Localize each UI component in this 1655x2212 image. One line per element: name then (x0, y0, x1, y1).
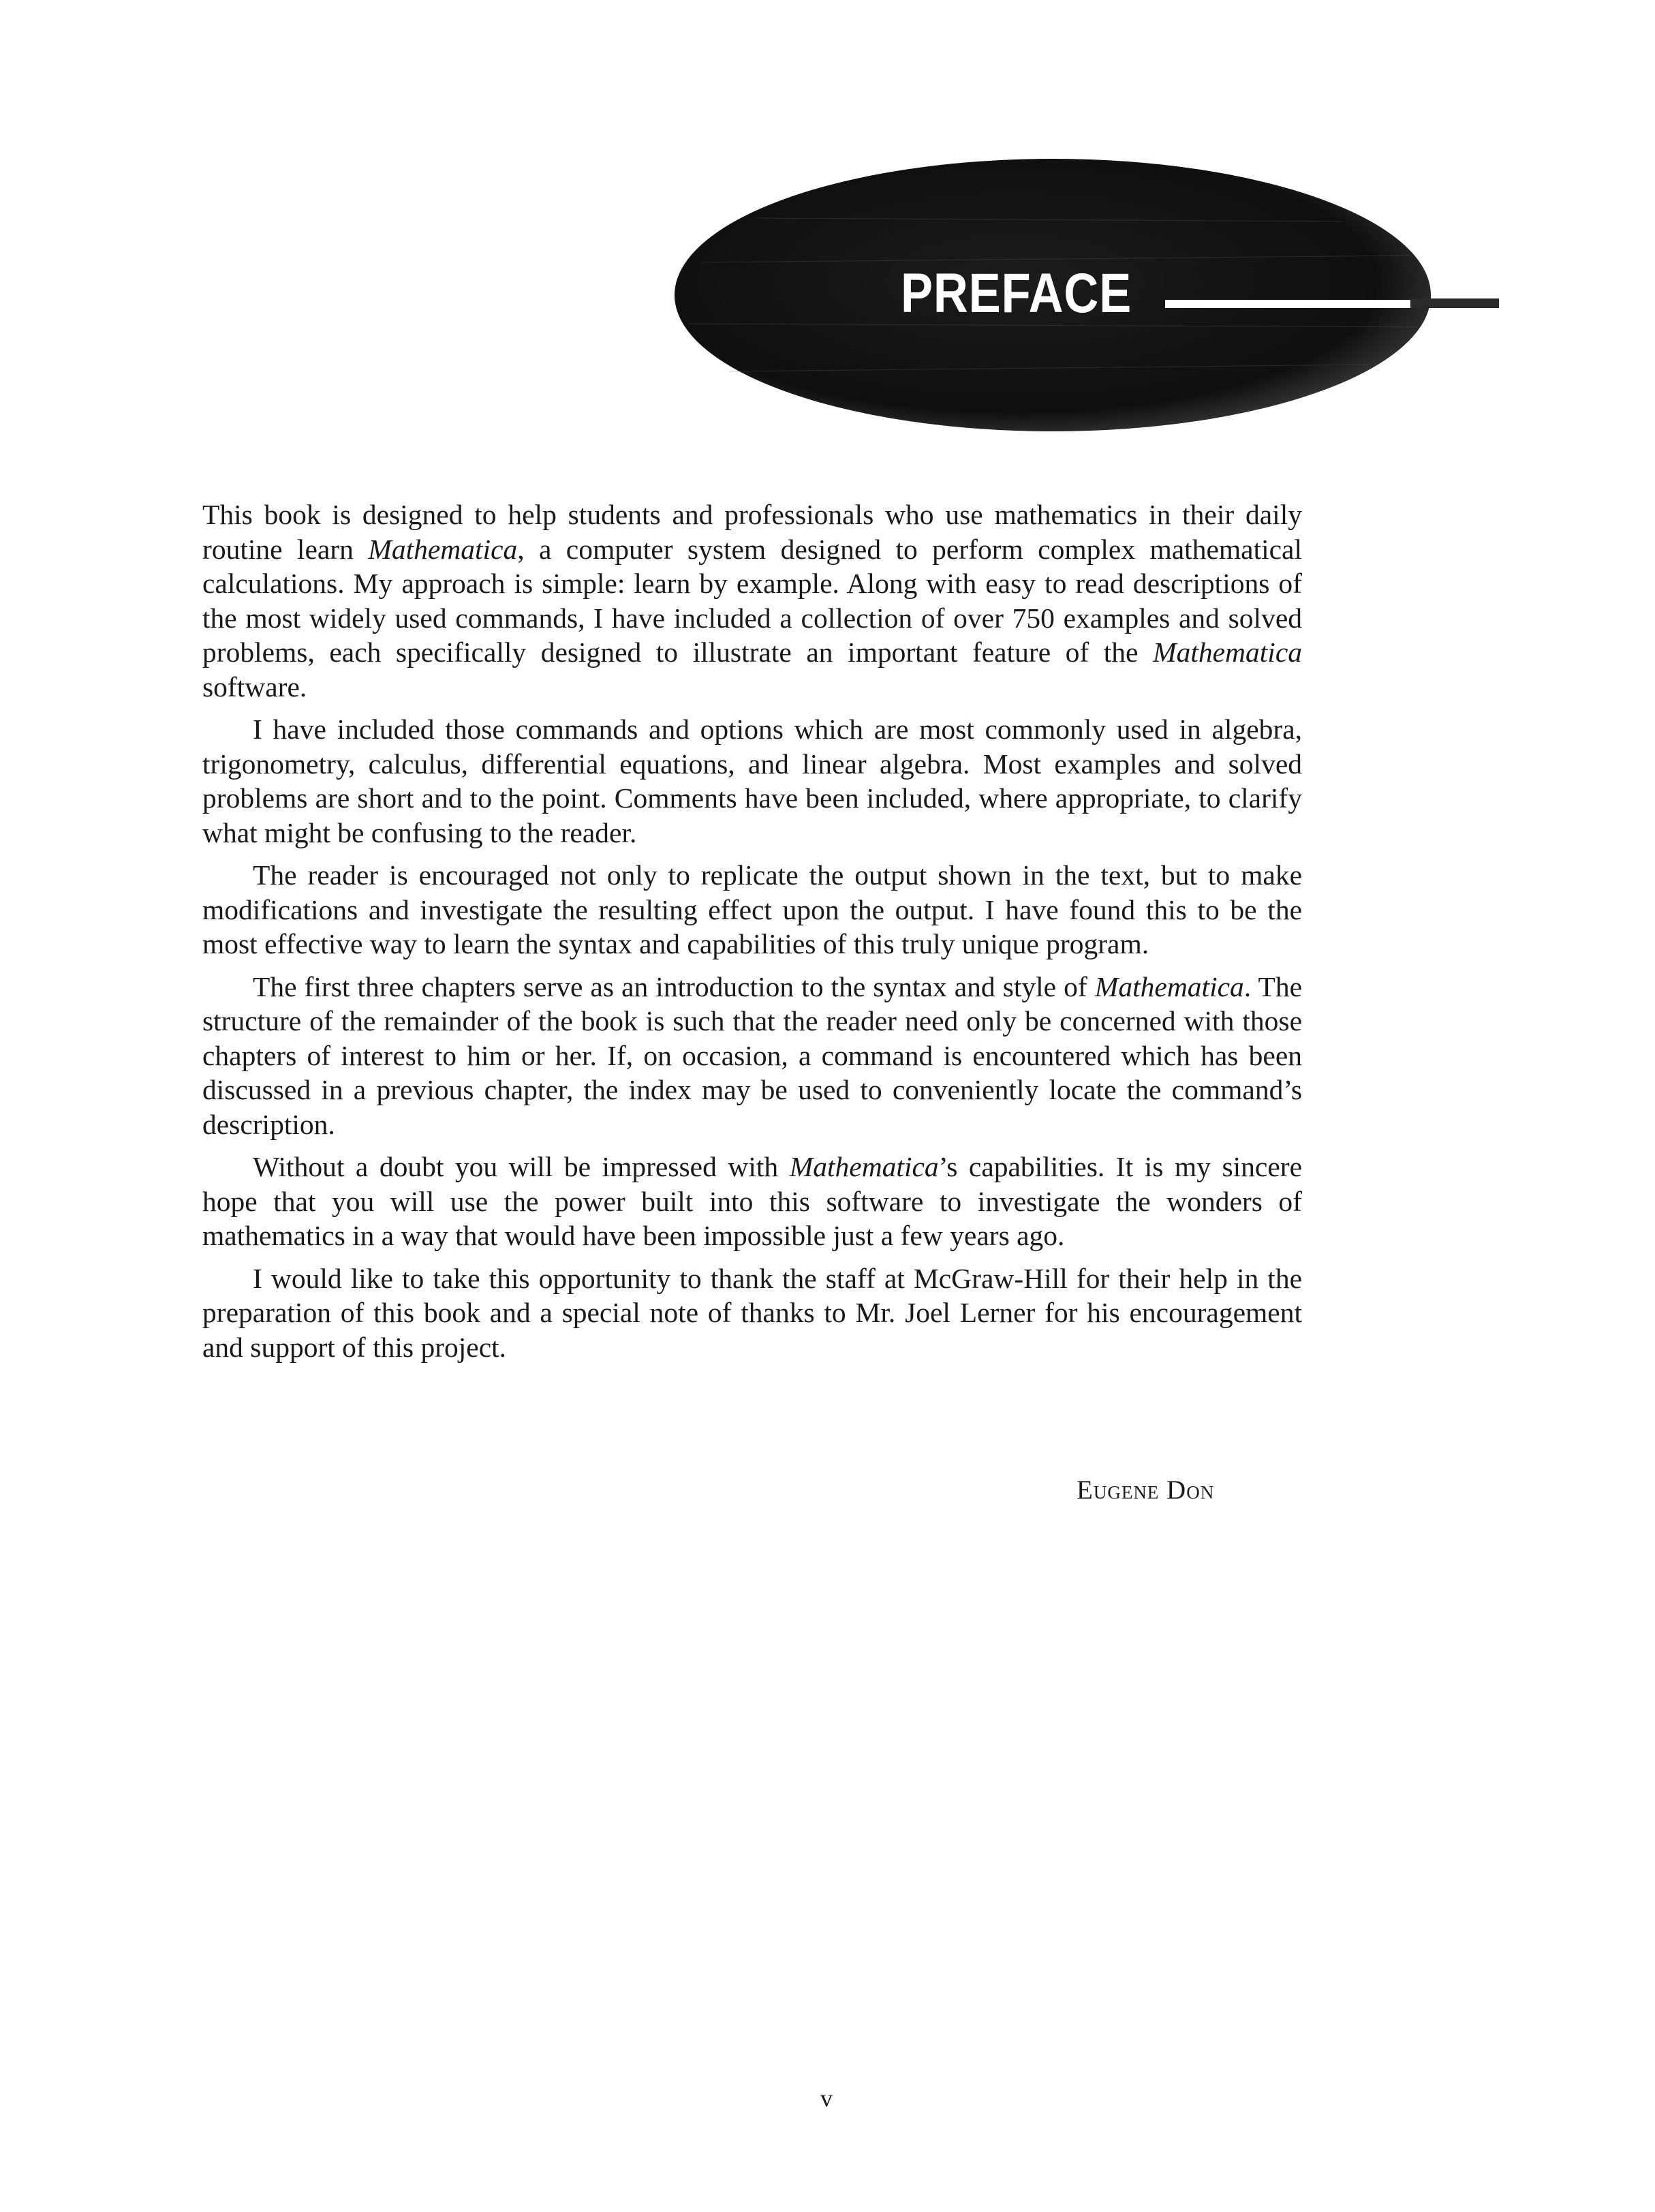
chapter-banner (675, 153, 1499, 446)
paragraph (202, 1261, 1302, 1365)
text-run: Without a doubt you will be impressed with (253, 1151, 790, 1182)
text-run: . The structure of the remainder of the book is such that the reader need only be concerned with those chapters of interest to him or her. If, on occasion, a command is encountered which has been discussed in a previous chapter, the index may be used to conveniently locate the command’s description. (202, 970, 1302, 1140)
author-signature: Eugene Don (1077, 1475, 1215, 1505)
text-run: ’s capabilities. It is my sincere hope that you will use the power built into this software to investigate the wonders of mathematics in a way that would have been impossible just a few years ago. (202, 1151, 1302, 1251)
text-run: I have included those commands and options which are most commonly used in algebra, trigonometry, calculus, differential equations, and linear algebra. Most examples and solved problems are short and to the point. Comments have been included, where appropriate, to clarify what might be confusing to the reader. (202, 713, 1302, 848)
page-title: PREFACE (901, 262, 1132, 324)
preface-body (202, 497, 1302, 1372)
text-run: The first three chapters serve as an introduction to the syntax and style of (253, 970, 1095, 1002)
italic-term: Mathematica (1094, 970, 1244, 1002)
paragraph (202, 1150, 1302, 1253)
italic-term: Mathematica (1153, 636, 1302, 668)
text-run: , a computer system designed to perform complex mathematical calculations. My approach is simple: learn by example. Along with easy to read descriptions of the most widely used commands, I have included a collection of over 750 examples and solved problems, each specifically designed to illustrate an important feature of the (202, 533, 1302, 668)
text-run: I would like to take this opportunity to thank the staff at McGraw-Hill for their help in the preparation of this book and a special note of thanks to Mr. Joel Lerner for his encouragement and support of this project. (202, 1262, 1302, 1363)
paragraph (202, 497, 1302, 704)
paragraph (202, 970, 1302, 1142)
text-run: The reader is encouraged not only to replicate the output shown in the text, but to make modifications and investigate the resulting effect upon the output. I have found this to be the most effective way to learn the syntax and capabilities of this truly unique program. (202, 859, 1302, 959)
text-run: This book is designed to help students and professionals who use mathematics in their daily routine learn (202, 499, 1302, 565)
text-run: software. (202, 671, 307, 703)
italic-term: Mathematica (789, 1151, 939, 1182)
italic-term: Mathematica (368, 533, 518, 565)
paragraph (202, 858, 1302, 962)
page-number: v (820, 2085, 833, 2112)
paragraph (202, 712, 1302, 850)
